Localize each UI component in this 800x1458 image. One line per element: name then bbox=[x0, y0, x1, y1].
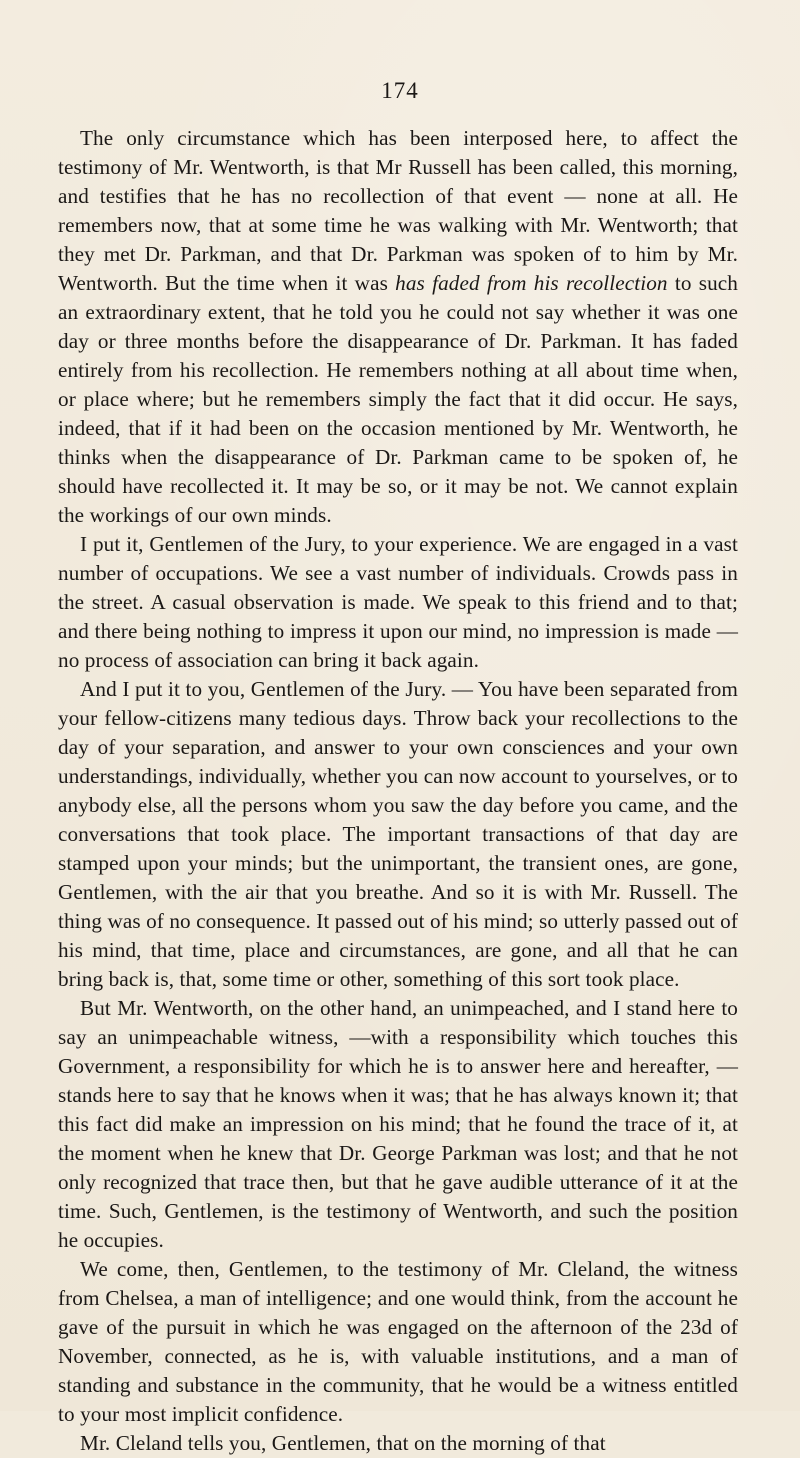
page-number: 174 bbox=[381, 78, 419, 103]
text-run: The only circumstance which has been interposed here, to affect the testimony of Mr. Wentworth, is that Mr Russell has been called, this morning, and testifies that he has no recollection of that event — none at all. He remembers now, that at some time he was walking with Mr. Wentworth; that they met Dr. Parkman, and that Dr. Parkman was spoken of to him by Mr. Wentworth. But the time when it was bbox=[58, 126, 738, 295]
text-run: And I put it to you, Gentlemen of the Jury. — You have been separated from your fellow-citizens many tedious days. Throw back your recollections to the day of your separation, and answer to your own consciences and your own understandings, individually, whether you can now account to yourselves, or to anybody else, all the persons whom you saw the day before you came, and the conversations that took place. The important transactions of that day are stamped upon your minds; but the unimportant, the transient ones, are gone, Gentlemen, with the air that you breathe. And so it is with Mr. Russell. The thing was of no consequence. It passed out of his mind; so utterly passed out of his mind, that time, place and circumstances, are gone, and all that he can bring back is, that, some time or other, something of this sort took place. bbox=[58, 677, 738, 991]
paragraph bbox=[58, 1255, 738, 1429]
paragraph bbox=[58, 124, 738, 530]
paragraph bbox=[58, 675, 738, 994]
text-run: to such an extraordinary extent, that he told you he could not say whether it was one day or three months before the disappearance of Dr. Parkman. It has faded entirely from his recollection. He remembers nothing at all about time when, or place where; but he remembers simply the fact that it did occur. He says, indeed, that if it had been on the occasion mentioned by Mr. Wentworth, he thinks when the disappearance of Dr. Parkman came to be spoken of, he should have recollected it. It may be so, or it may be not. We cannot explain the workings of our own minds. bbox=[58, 271, 738, 527]
text-run: Mr. Cleland tells you, Gentlemen, that on the morning of that bbox=[80, 1431, 606, 1455]
italic-text: has faded from his recollection bbox=[395, 271, 668, 295]
text-run: We come, then, Gentlemen, to the testimony of Mr. Cleland, the witness from Chelsea, a man of intelligence; and one would think, from the account he gave of the pursuit in which he was engaged on the afternoon of the 23d of November, connected, as he is, with valuable institutions, and a man of standing and substance in the community, that he would be a witness entitled to your most implicit confidence. bbox=[58, 1257, 738, 1426]
text-run: But Mr. Wentworth, on the other hand, an unimpeached, and I stand here to say an unimpeachable witness, —with a responsibility which touches this Government, a responsibility for which he is to answer here and hereafter, — stands here to say that he knows when it was; that he has always known it; that this fact did make an impression on his mind; that he found the trace of it, at the moment when he knew that Dr. George Parkman was lost; and that he not only recognized that trace then, but that he gave audible utterance of it at the time. Such, Gentlemen, is the testimony of Wentworth, and such the position he occupies. bbox=[58, 996, 738, 1252]
paragraph bbox=[58, 1429, 738, 1458]
paragraph bbox=[58, 530, 738, 675]
paragraph bbox=[58, 994, 738, 1255]
text-run: I put it, Gentlemen of the Jury, to your experience. We are engaged in a vast number of occupations. We see a vast number of individuals. Crowds pass in the street. A casual observation is made. We speak to this friend and to that; and there being nothing to impress it upon our mind, no impression is made —no process of association can bring it back again. bbox=[58, 532, 738, 672]
body-text bbox=[58, 124, 738, 1458]
